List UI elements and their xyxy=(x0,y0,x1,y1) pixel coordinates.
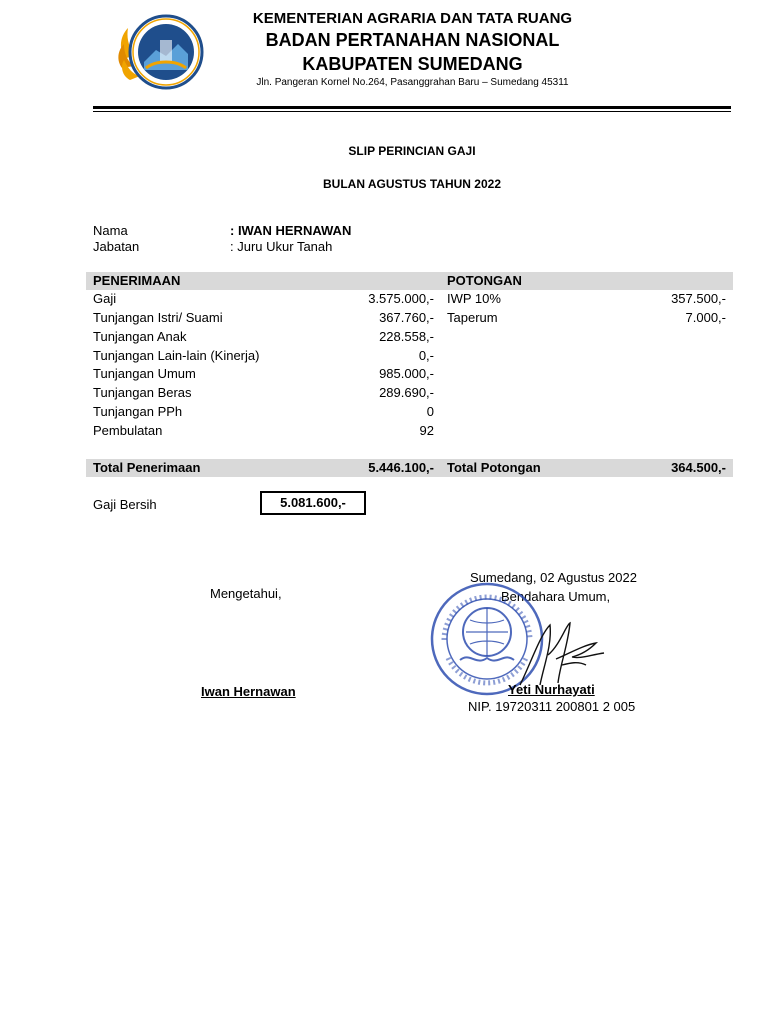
income-value: 0,- xyxy=(418,348,434,363)
income-label: Tunjangan Beras xyxy=(93,385,192,400)
income-label: Tunjangan Umum xyxy=(93,366,196,381)
regency-title: KABUPATEN SUMEDANG xyxy=(302,54,523,74)
office-address: Jln. Pangeran Kornel No.264, Pasanggrahan Baru – Sumedang 45311 xyxy=(256,77,569,88)
doc-period: BULAN AGUSTUS TAHUN 2022 xyxy=(322,177,502,191)
income-label: Pembulatan xyxy=(93,423,163,438)
header-rule-thin xyxy=(93,111,731,112)
income-label: Tunjangan Istri/ Suami xyxy=(93,310,223,325)
income-value: 367.760,- xyxy=(379,310,434,325)
net-salary-label: Gaji Bersih xyxy=(93,497,157,512)
treasurer-name: Yeti Nurhayati xyxy=(508,682,595,697)
income-label: Tunjangan Anak xyxy=(93,329,187,344)
treasurer-caption: Bendahara Umum, xyxy=(501,589,611,604)
position-label: Jabatan xyxy=(93,239,140,254)
income-label: Gaji xyxy=(93,291,117,306)
acknowledged-caption: Mengetahui, xyxy=(210,586,282,601)
ministry-title: KEMENTERIAN AGRARIA DAN TATA RUANG xyxy=(252,10,573,27)
total-deductions-label: Total Potongan xyxy=(447,460,541,475)
total-deductions-value: 364.500,- xyxy=(671,460,726,475)
acknowledged-name: Iwan Hernawan xyxy=(201,684,296,699)
total-income-label: Total Penerimaan xyxy=(93,460,201,475)
treasurer-signature xyxy=(500,615,615,690)
name-label: Nama xyxy=(93,223,128,238)
doc-title: SLIP PERINCIAN GAJI xyxy=(348,144,476,158)
income-value: 228.558,- xyxy=(379,329,434,344)
deduction-value: 357.500,- xyxy=(671,291,726,306)
income-value: 0 xyxy=(426,404,434,419)
income-value: 985.000,- xyxy=(379,366,434,381)
name-value: : IWAN HERNAWAN xyxy=(230,223,352,238)
income-label: Tunjangan PPh xyxy=(93,404,183,419)
header-rule-thick xyxy=(93,106,731,109)
income-header: PENERIMAAN xyxy=(93,273,181,288)
net-salary-value: 5.081.600,- xyxy=(260,491,366,515)
position-value: : Juru Ukur Tanah xyxy=(230,239,333,254)
deductions-header: POTONGAN xyxy=(447,273,522,288)
agency-title: BADAN PERTANAHAN NASIONAL xyxy=(265,30,560,50)
total-income-value: 5.446.100,- xyxy=(368,460,434,475)
place-date: Sumedang, 02 Agustus 2022 xyxy=(470,570,637,585)
section-header-band xyxy=(86,272,733,290)
income-value: 92 xyxy=(419,423,434,438)
income-value: 3.575.000,- xyxy=(368,291,434,306)
income-label: Tunjangan Lain-lain (Kinerja) xyxy=(93,348,260,363)
deduction-label: Taperum xyxy=(447,310,498,325)
deduction-label: IWP 10% xyxy=(447,291,501,306)
deduction-value: 7.000,- xyxy=(685,310,726,325)
treasurer-nip: NIP. 19720311 200801 2 005 xyxy=(468,699,636,714)
income-value: 289.690,- xyxy=(379,385,434,400)
